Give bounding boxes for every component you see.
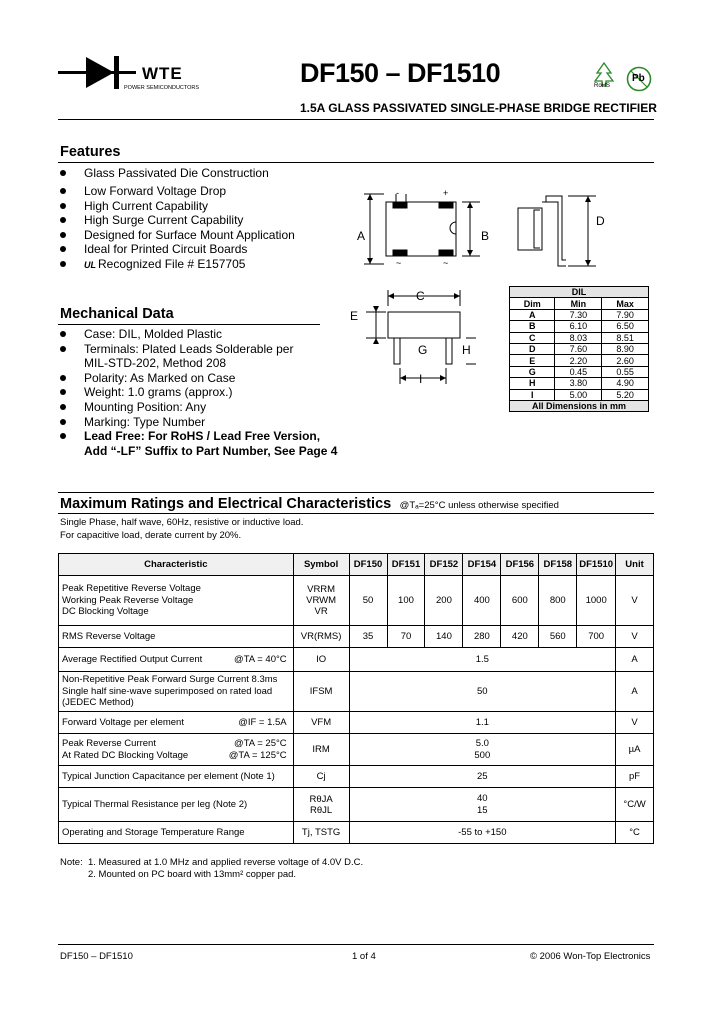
- side-view: [518, 196, 596, 266]
- value-cell: 700: [577, 626, 616, 648]
- table-row: [510, 378, 649, 389]
- symbol-line: VR(RMS): [300, 631, 342, 642]
- table-row: [59, 734, 654, 766]
- column-header: DF158: [539, 554, 577, 576]
- characteristic-cell: [59, 766, 294, 788]
- ratings-title: Maximum Ratings and Electrical Characteristics: [60, 496, 392, 512]
- list-item: Ideal for Printed Circuit Boards: [58, 242, 295, 257]
- pb-label: Pb: [632, 73, 645, 84]
- list-item: Lead Free: For RoHS / Lead Free Version,: [58, 429, 337, 444]
- table-cell: 6.50: [602, 321, 649, 332]
- symbol-line: VRWM: [306, 595, 337, 606]
- pin-label-minus: -: [396, 188, 399, 198]
- table-cell: 5.20: [602, 389, 649, 400]
- table-row: [510, 366, 649, 377]
- table-cell: 0.55: [602, 366, 649, 377]
- symbol-line: IO: [316, 654, 327, 665]
- table-cell: 7.90: [602, 309, 649, 320]
- footer-copyright: © 2006 Won-Top Electronics: [530, 951, 651, 962]
- value-cell: 40 15: [349, 788, 616, 822]
- symbol-line: VR: [314, 606, 328, 617]
- list-item: Polarity: As Marked on Case: [58, 371, 337, 386]
- characteristic-line: At Rated DC Blocking Voltage: [62, 749, 189, 761]
- test-condition: @IF = 1.5A: [238, 716, 287, 728]
- list-item: High Current Capability: [58, 199, 295, 214]
- rohs-icon: [592, 62, 616, 92]
- symbol-cell: [293, 672, 349, 712]
- notes-label: Note:: [60, 857, 83, 868]
- value-cell: 600: [501, 576, 539, 626]
- page-subtitle: 1.5A GLASS PASSIVATED SINGLE-PHASE BRIDGE RECTIFIER: [300, 101, 657, 115]
- front-view: [366, 290, 476, 384]
- dil-header-max: Max: [602, 298, 649, 309]
- value-cell: 280: [463, 626, 501, 648]
- table-cell: 0.45: [555, 366, 602, 377]
- list-item: Case: DIL, Molded Plastic: [58, 327, 337, 342]
- symbol-line: RθJL: [310, 804, 333, 816]
- characteristic-line: RMS Reverse Voltage: [62, 630, 156, 642]
- unit-cell: °C/W: [616, 788, 654, 822]
- dim-label-d: D: [596, 214, 605, 228]
- table-cell: 8.90: [602, 343, 649, 354]
- ratings-note-2: For capacitive load, derate current by 20%.: [60, 530, 242, 541]
- unit-cell: V: [616, 626, 654, 648]
- features-title: Features: [60, 144, 121, 160]
- table-cell: 7.30: [555, 309, 602, 320]
- dim-label-b: B: [481, 229, 490, 243]
- note-2: 2. Mounted on PC board with 13mm² copper pad.: [88, 869, 297, 880]
- characteristic-cell: [59, 734, 294, 766]
- test-condition: @TA = 40°C: [234, 653, 287, 665]
- table-row: [510, 355, 649, 366]
- ratings-condition: @Tₐ=25°C unless otherwise specified: [399, 500, 559, 511]
- ratings-heading: [60, 495, 559, 513]
- table-cell: 8.51: [602, 332, 649, 343]
- symbol-cell: [293, 788, 349, 822]
- table-row: [59, 788, 654, 822]
- ratings-table: [58, 553, 654, 844]
- table-cell: 5.00: [555, 389, 602, 400]
- value-cell: 100: [387, 576, 425, 626]
- value-cell: 70: [387, 626, 425, 648]
- brand-tagline: POWER SEMICONDUCTORS: [124, 85, 200, 91]
- symbol-line: IRM: [312, 744, 330, 755]
- brand-name: WTE: [142, 64, 183, 83]
- characteristic-cell: [59, 788, 294, 822]
- dil-header-dim: Dim: [510, 298, 555, 309]
- characteristic-line: Operating and Storage Temperature Range: [62, 826, 245, 838]
- table-cell: 6.10: [555, 321, 602, 332]
- value-cell: 1000: [577, 576, 616, 626]
- characteristic-cell: [59, 626, 294, 648]
- table-cell: E: [510, 355, 555, 366]
- rohs-label: RoHS: [594, 83, 611, 89]
- dil-header-min: Min: [555, 298, 602, 309]
- symbol-cell: [293, 576, 349, 626]
- symbol-cell: [293, 712, 349, 734]
- table-cell: 7.60: [555, 343, 602, 354]
- wte-logo: [58, 52, 218, 96]
- mechanical-list: [58, 327, 337, 458]
- value-cell: 200: [425, 576, 463, 626]
- value-cell: 5.0 500: [349, 734, 616, 766]
- dim-label-i: I: [419, 372, 423, 386]
- ul-mark-icon: UL: [84, 259, 96, 270]
- value-cell: 25: [349, 766, 616, 788]
- list-item: Mounting Position: Any: [58, 400, 337, 415]
- dim-label-h: H: [462, 343, 471, 357]
- unit-cell: pF: [616, 766, 654, 788]
- unit-cell: A: [616, 648, 654, 672]
- column-header: DF151: [387, 554, 425, 576]
- characteristic-line: Average Rectified Output Current: [62, 653, 203, 665]
- value-cell: 1.1: [349, 712, 616, 734]
- value-cell: 50: [349, 672, 616, 712]
- value-cell: 50: [349, 576, 387, 626]
- symbol-cell: [293, 766, 349, 788]
- table-row: [59, 822, 654, 844]
- value-cell: 140: [425, 626, 463, 648]
- dil-table-title: DIL: [510, 287, 649, 298]
- column-header: DF150: [349, 554, 387, 576]
- table-cell: A: [510, 309, 555, 320]
- unit-cell: V: [616, 712, 654, 734]
- unit-cell: A: [616, 672, 654, 712]
- characteristic-line: Peak Reverse Current: [62, 738, 156, 749]
- table-cell: 2.20: [555, 355, 602, 366]
- characteristic-line: Working Peak Reverse Voltage: [62, 594, 194, 606]
- characteristic-cell: [59, 712, 294, 734]
- table-row: [510, 389, 649, 400]
- table-cell: H: [510, 378, 555, 389]
- characteristic-line: (JEDEC Method): [62, 697, 134, 709]
- table-cell: B: [510, 321, 555, 332]
- dil-table-footer: All Dimensions in mm: [510, 400, 649, 411]
- footer-page: 1 of 4: [352, 951, 376, 962]
- ratings-divider: [58, 513, 654, 514]
- table-row: [510, 343, 649, 354]
- pin-label-ac2: ~: [443, 258, 449, 268]
- table-row: [510, 332, 649, 343]
- table-cell: 2.60: [602, 355, 649, 366]
- dil-dimension-table: [509, 286, 649, 412]
- list-item: Terminals: Plated Leads Solderable per: [58, 342, 337, 357]
- header-divider: [58, 119, 654, 120]
- characteristic-cell: [59, 822, 294, 844]
- table-cell: D: [510, 343, 555, 354]
- column-header: Characteristic: [59, 554, 294, 576]
- characteristic-line: Peak Repetitive Reverse Voltage: [62, 583, 201, 595]
- test-condition: @TA = 25°C @TA = 125°C: [228, 738, 287, 761]
- pb-free-icon: [626, 66, 652, 92]
- mechanical-divider: [58, 324, 320, 325]
- note-1: 1. Measured at 1.0 MHz and applied reverse voltage of 4.0V D.C.: [88, 857, 364, 868]
- unit-cell: µA: [616, 734, 654, 766]
- characteristic-line: Non-Repetitive Peak Forward Surge Current 8.3ms: [62, 674, 278, 686]
- characteristic-line: DC Blocking Voltage: [62, 606, 149, 618]
- column-header: Unit: [616, 554, 654, 576]
- symbol-cell: [293, 648, 349, 672]
- value-cell: 1.5: [349, 648, 616, 672]
- dim-label-e: E: [350, 309, 359, 323]
- table-cell: 8.03: [555, 332, 602, 343]
- symbol-line: Tj, TSTG: [301, 827, 341, 838]
- column-header: DF152: [425, 554, 463, 576]
- list-item: Weight: 1.0 grams (approx.): [58, 385, 337, 400]
- ratings-note-1: Single Phase, half wave, 60Hz, resistive or inductive load.: [60, 517, 304, 528]
- mechanical-title: Mechanical Data: [60, 306, 174, 322]
- value-cell: 420: [501, 626, 539, 648]
- value-cell: 35: [349, 626, 387, 648]
- table-cell: C: [510, 332, 555, 343]
- footer-divider: [58, 944, 654, 945]
- characteristic-line: Typical Thermal Resistance per leg (Note 2): [62, 798, 248, 810]
- characteristic-cell: [59, 672, 294, 712]
- dim-label-c: C: [416, 289, 425, 303]
- symbol-line: Cj: [316, 771, 326, 782]
- list-item: Marking: Type Number: [58, 415, 337, 430]
- table-row: [510, 321, 649, 332]
- symbol-line: IFSM: [309, 686, 333, 697]
- pin-label-ac1: ~: [396, 258, 402, 268]
- symbol-line: VRRM: [307, 584, 336, 595]
- table-cell: 4.90: [602, 378, 649, 389]
- list-item: Low Forward Voltage Drop: [58, 184, 295, 199]
- symbol-cell: [293, 822, 349, 844]
- page-title: DF150 – DF1510: [300, 58, 501, 88]
- list-item: Designed for Surface Mount Application: [58, 228, 295, 243]
- symbol-cell: [293, 626, 349, 648]
- features-list: [58, 166, 295, 273]
- characteristic-line: Single half sine-wave superimposed on rated load: [62, 685, 273, 697]
- symbol-line: RθJA: [309, 793, 333, 805]
- symbol-cell: [293, 734, 349, 766]
- value-cell: 400: [463, 576, 501, 626]
- table-row: [59, 712, 654, 734]
- dim-label-g: G: [418, 343, 428, 357]
- list-item: [58, 257, 295, 273]
- unit-cell: °C: [616, 822, 654, 844]
- column-header: DF154: [463, 554, 501, 576]
- column-header: Symbol: [293, 554, 349, 576]
- table-cell: 3.80: [555, 378, 602, 389]
- value-cell: 560: [539, 626, 577, 648]
- table-cell: G: [510, 366, 555, 377]
- table-row: [59, 576, 654, 626]
- ratings-top-divider: [58, 492, 654, 493]
- table-row: [59, 766, 654, 788]
- characteristic-cell: [59, 648, 294, 672]
- value-cell: -55 to +150: [349, 822, 616, 844]
- column-header: DF1510: [577, 554, 616, 576]
- table-row: [59, 648, 654, 672]
- ul-file-text: Recognized File # E157705: [98, 256, 246, 271]
- symbol-line: VFM: [311, 717, 332, 728]
- characteristic-line: Forward Voltage per element: [62, 716, 184, 728]
- column-header: DF156: [501, 554, 539, 576]
- footer-left: DF150 – DF1510: [60, 951, 133, 962]
- value-cell: 800: [539, 576, 577, 626]
- table-row: [59, 672, 654, 712]
- list-item: Glass Passivated Die Construction: [58, 166, 295, 181]
- table-row: [510, 309, 649, 320]
- dim-label-a: A: [357, 229, 366, 243]
- characteristic-cell: [59, 576, 294, 626]
- table-cell: I: [510, 389, 555, 400]
- characteristic-line: Typical Junction Capacitance per element (Note 1): [62, 770, 275, 782]
- pin-label-plus: +: [443, 188, 449, 198]
- list-item: Add “-LF” Suffix to Part Number, See Page 4: [84, 443, 338, 458]
- features-divider: [58, 162, 654, 163]
- table-row: [59, 626, 654, 648]
- list-item: High Surge Current Capability: [58, 213, 295, 228]
- unit-cell: V: [616, 576, 654, 626]
- list-item: MIL-STD-202, Method 208: [84, 356, 227, 371]
- top-view: [364, 194, 480, 264]
